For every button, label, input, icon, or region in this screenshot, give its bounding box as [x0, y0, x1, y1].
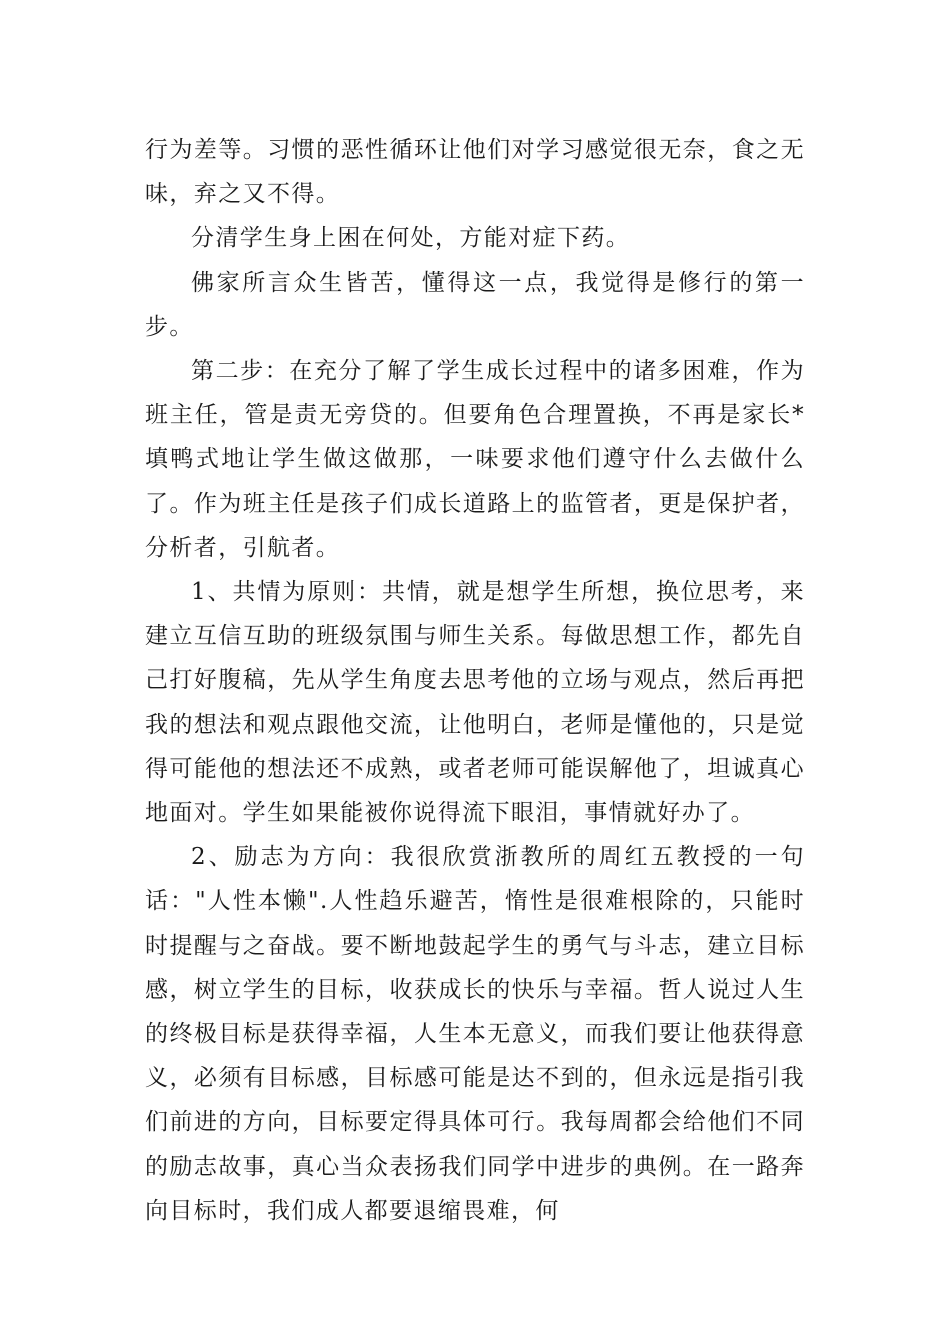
paragraph-first-step: 佛家所言众生皆苦，懂得这一点，我觉得是修行的第一步。 — [145, 269, 805, 340]
paragraph-continuation: 行为差等。习惯的恶性循环让他们对学习感觉很无奈，食之无味，弃之又不得。 — [145, 137, 805, 208]
paragraph-empathy: 1、共情为原则：共情，就是想学生所想，换位思考，来建立互信互助的班级氛围与师生关系。每做思想工作，都先自己打好腹稿，先从学生角度去思考他的立场与观点，然后再把我的想法和观点跟他交流，让他明白，老师是懂他的，只是觉得可能他的想法还不成熟，或者老师可能误解他了，坦诚真心地面对。学生如果能被你说得流下眼泪，事情就好办了。 — [145, 579, 805, 827]
paragraph-motivation: 2、励志为方向：我很欣赏浙教所的周红五教授的一句话："人性本懒".人性趋乐避苦，惰性是很难根除的，只能时时提醒与之奋战。要不断地鼓起学生的勇气与斗志，建立目标感，树立学生的目标，收获成长的快乐与幸福。哲人说过人生的终极目标是获得幸福，人生本无意义，而我们要让他获得意义，必须有目标感，目标感可能是达不到的，但永远是指引我们前进的方向，目标要定得具体可行。我每周都会给他们不同的励志故事，真心当众表扬我们同学中进步的典例。在一路奔向目标时，我们成人都要退缩畏难，何 — [145, 844, 805, 1224]
paragraph-second-step: 第二步：在充分了解了学生成长过程中的诸多困难，作为班主任，管是责无旁贷的。但要角色合理置换，不再是家长*填鸭式地让学生做这做那，一味要求他们遵守什么去做什么了。作为班主任是孩子们成长道路上的监管者，更是保护者，分析者，引航者。 — [145, 358, 805, 561]
document-page — [145, 128, 805, 1233]
paragraph-diagnose: 分清学生身上困在何处，方能对症下药。 — [191, 225, 631, 252]
